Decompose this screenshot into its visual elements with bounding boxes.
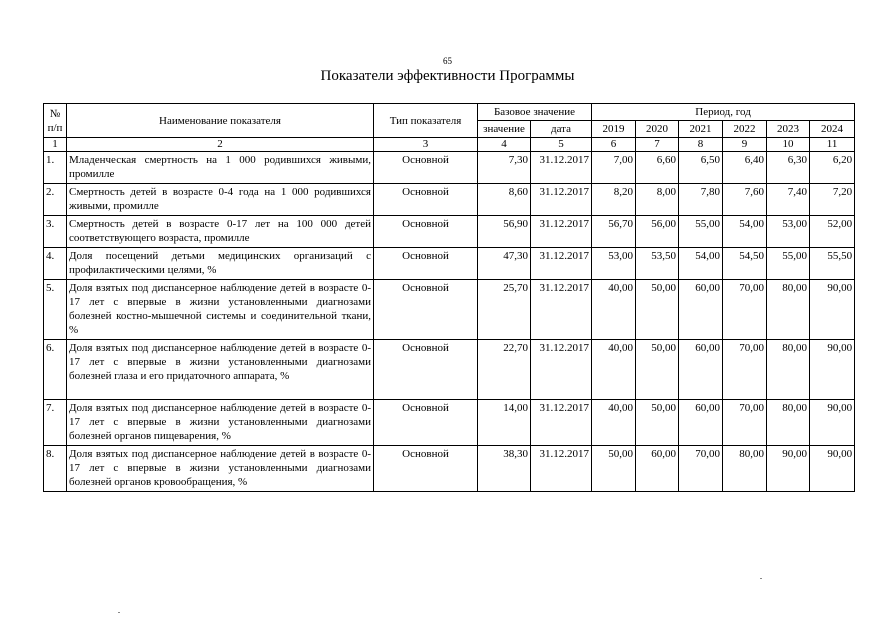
table-row [44,400,855,446]
header-name: Наименование показателя [67,104,374,138]
table-row [44,248,855,280]
column-number: 5 [531,138,592,152]
indicator-type: Основной [374,248,478,280]
year-value: 70,00 [679,446,723,492]
year-value: 55,00 [767,248,810,280]
scan-speck [118,612,120,613]
year-value: 60,00 [679,400,723,446]
indicator-type: Основной [374,280,478,340]
year-value: 40,00 [592,340,636,400]
column-number: 6 [592,138,636,152]
indicator-name: Доля взятых под диспансерное наблюдение детей в возрасте 0-17 лет с впервые в жизни установленными диагнозами болезней органов кровообращения, % [67,446,374,492]
year-value: 54,50 [723,248,767,280]
year-value: 80,00 [767,280,810,340]
year-value: 90,00 [810,400,855,446]
base-value: 25,70 [478,280,531,340]
column-number: 9 [723,138,767,152]
year-value: 7,40 [767,184,810,216]
page-title: Показатели эффективности Программы [320,68,575,84]
base-date: 31.12.2017 [531,184,592,216]
column-number: 7 [636,138,679,152]
year-value: 7,20 [810,184,855,216]
base-date: 31.12.2017 [531,216,592,248]
header-year: 2023 [767,121,810,138]
year-value: 6,60 [636,152,679,184]
year-value: 90,00 [767,446,810,492]
year-value: 6,20 [810,152,855,184]
indicator-name: Смертность детей в возрасте 0-4 года на 1 000 родившихся живыми, промилле [67,184,374,216]
indicator-name: Младенческая смертность на 1 000 родившихся живыми, промилле [67,152,374,184]
column-number: 3 [374,138,478,152]
indicator-name: Доля взятых под диспансерное наблюдение детей в возрасте 0-17 лет с впервые в жизни установленными диагнозами болезней костно-мышечной системы и соединительной ткани, % [67,280,374,340]
column-number: 4 [478,138,531,152]
year-value: 80,00 [723,446,767,492]
indicator-name: Смертность детей в возрасте 0-17 лет на 100 000 детей соответствующего возраста, промилле [67,216,374,248]
column-number: 10 [767,138,810,152]
table-row [44,340,855,400]
year-value: 54,00 [679,248,723,280]
year-value: 6,30 [767,152,810,184]
base-value: 7,30 [478,152,531,184]
year-value: 7,00 [592,152,636,184]
row-number: 4. [44,248,67,280]
year-value: 8,20 [592,184,636,216]
header-year: 2020 [636,121,679,138]
header-year: 2021 [679,121,723,138]
year-value: 60,00 [679,280,723,340]
year-value: 6,40 [723,152,767,184]
header-year: 2019 [592,121,636,138]
header-base-date: дата [531,121,592,138]
base-date: 31.12.2017 [531,446,592,492]
table-row [44,216,855,248]
year-value: 7,60 [723,184,767,216]
scan-speck [760,578,762,579]
header-type: Тип показателя [374,104,478,138]
year-value: 70,00 [723,400,767,446]
indicator-type: Основной [374,446,478,492]
year-value: 90,00 [810,446,855,492]
base-date: 31.12.2017 [531,340,592,400]
indicator-name: Доля взятых под диспансерное наблюдение детей в возрасте 0-17 лет с впервые в жизни установленными диагнозами болезней органов пищеварения, % [67,400,374,446]
base-value: 14,00 [478,400,531,446]
row-number: 6. [44,340,67,400]
column-number: 1 [44,138,67,152]
year-value: 56,00 [636,216,679,248]
year-value: 8,00 [636,184,679,216]
year-value: 60,00 [636,446,679,492]
year-value: 50,00 [636,400,679,446]
year-value: 53,00 [592,248,636,280]
header-year: 2024 [810,121,855,138]
year-value: 50,00 [636,340,679,400]
header-num: № п/п [44,104,67,138]
year-value: 90,00 [810,280,855,340]
year-value: 6,50 [679,152,723,184]
table-row [44,446,855,492]
row-number: 7. [44,400,67,446]
indicators-table [43,103,855,492]
base-value: 8,60 [478,184,531,216]
year-value: 90,00 [810,340,855,400]
year-value: 56,70 [592,216,636,248]
indicator-name: Доля посещений детьми медицинских организаций с профилактическими целями, % [67,248,374,280]
base-date: 31.12.2017 [531,280,592,340]
year-value: 80,00 [767,400,810,446]
year-value: 40,00 [592,280,636,340]
header-base-value: значение [478,121,531,138]
year-value: 50,00 [636,280,679,340]
indicator-type: Основной [374,216,478,248]
year-value: 54,00 [723,216,767,248]
base-date: 31.12.2017 [531,248,592,280]
base-value: 38,30 [478,446,531,492]
year-value: 40,00 [592,400,636,446]
header-period: Период, год [592,104,855,121]
page-number: 65 [443,56,452,66]
row-number: 2. [44,184,67,216]
year-value: 7,80 [679,184,723,216]
indicator-type: Основной [374,400,478,446]
indicator-type: Основной [374,184,478,216]
row-number: 8. [44,446,67,492]
table-row [44,184,855,216]
year-value: 53,50 [636,248,679,280]
row-number: 1. [44,152,67,184]
table-row [44,152,855,184]
row-number: 3. [44,216,67,248]
base-value: 22,70 [478,340,531,400]
column-number: 2 [67,138,374,152]
column-number: 11 [810,138,855,152]
base-date: 31.12.2017 [531,152,592,184]
indicator-type: Основной [374,152,478,184]
year-value: 50,00 [592,446,636,492]
column-number: 8 [679,138,723,152]
header-year: 2022 [723,121,767,138]
year-value: 55,50 [810,248,855,280]
row-number: 5. [44,280,67,340]
table-row [44,280,855,340]
header-base: Базовое значение [478,104,592,121]
indicator-type: Основной [374,340,478,400]
indicator-name: Доля взятых под диспансерное наблюдение детей в возрасте 0-17 лет с впервые в жизни установленными диагнозами болезней глаза и его придаточного аппарата, % [67,340,374,400]
base-value: 56,90 [478,216,531,248]
base-value: 47,30 [478,248,531,280]
base-date: 31.12.2017 [531,400,592,446]
year-value: 70,00 [723,340,767,400]
column-number-row [44,138,855,152]
year-value: 53,00 [767,216,810,248]
year-value: 52,00 [810,216,855,248]
year-value: 55,00 [679,216,723,248]
year-value: 60,00 [679,340,723,400]
year-value: 70,00 [723,280,767,340]
year-value: 80,00 [767,340,810,400]
